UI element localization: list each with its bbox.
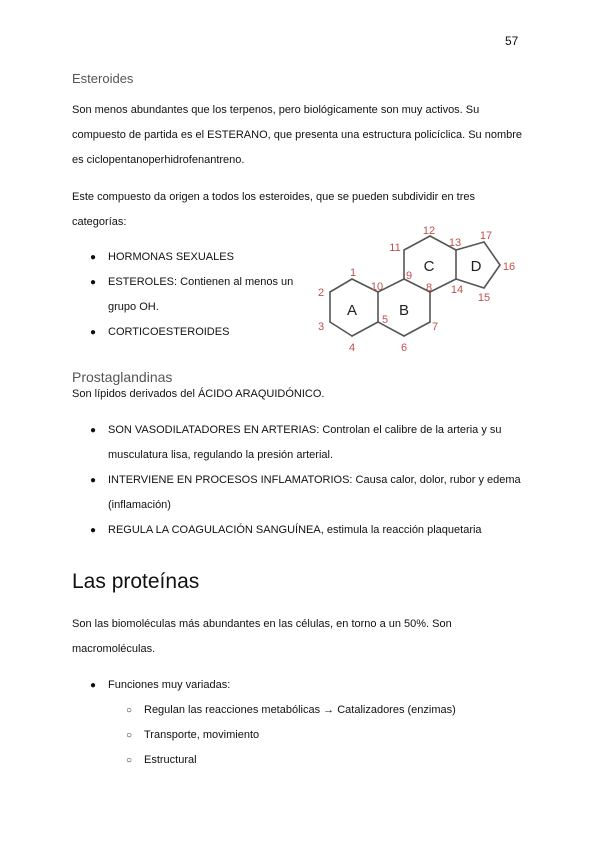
esteroides-list — [90, 245, 308, 345]
sterane-diagram — [310, 220, 525, 360]
esteroides-paragraph-1: Son menos abundantes que los terpenos, pero biológicamente son muy activos. Su compuesto de partida es el ESTERANO, que presenta una estructura policíclica. Su nombre es ciclopentanoperhidrofenantreno. — [72, 104, 523, 166]
hollow-bullet-icon: ○ — [126, 755, 133, 766]
atom-number-11: 11 — [389, 242, 401, 254]
prostaglandinas-heading: Prostaglandinas — [72, 369, 173, 385]
page-number: 57 — [505, 34, 519, 48]
proteinas-heading: Las proteínas — [72, 570, 200, 593]
proteinas-sub-list — [126, 698, 514, 773]
atom-number-6: 6 — [400, 342, 408, 354]
list-item: ● HORMONAS SEXUALES — [108, 245, 308, 270]
bond-line — [484, 242, 500, 265]
prostaglandinas-list — [90, 418, 528, 543]
atom-number-13: 13 — [448, 237, 462, 249]
esteroides-heading: Esteroides — [72, 71, 134, 86]
atom-number-9: 9 — [405, 270, 413, 282]
bullet-icon: ● — [90, 680, 97, 691]
atom-number-1: 1 — [349, 267, 357, 279]
proteinas-list — [90, 673, 508, 698]
list-item: ● REGULA LA COAGULACIÓN SANGUÍNEA, estimula la reacción plaquetaria — [108, 518, 528, 543]
atom-number-5: 5 — [381, 314, 389, 326]
atom-number-7: 7 — [431, 321, 439, 333]
atom-number-8: 8 — [425, 282, 433, 294]
ring-label-b: B — [398, 302, 410, 319]
bond-line — [484, 265, 500, 288]
atom-number-4: 4 — [348, 342, 356, 354]
atom-number-2: 2 — [317, 287, 325, 299]
bullet-icon: ● — [90, 252, 97, 263]
bond-line — [330, 322, 352, 336]
bond-line — [404, 322, 430, 336]
bullet-icon: ● — [90, 525, 97, 536]
atom-number-15: 15 — [477, 292, 491, 304]
bullet-icon: ● — [90, 277, 97, 288]
bond-line — [330, 279, 352, 292]
hollow-bullet-icon: ○ — [126, 705, 133, 716]
bond-line — [352, 322, 378, 336]
list-item: ○ Estructural — [144, 748, 514, 773]
list-item: ● Funciones muy variadas: — [108, 673, 508, 698]
list-item: ○ Transporte, movimiento — [144, 723, 514, 748]
proteinas-paragraph: Son las biomoléculas más abundantes en las células, en torno a un 50%. Son macromoléculas. — [72, 618, 452, 655]
ring-label-c: C — [423, 258, 435, 275]
list-item: ● INTERVIENE EN PROCESOS INFLAMATORIOS: Causa calor, dolor, rubor y edema (inflamación) — [108, 468, 528, 518]
list-item: ● SON VASODILATADORES EN ARTERIAS: Controlan el calibre de la arteria y su musculatura lisa, regulando la presión arterial. — [108, 418, 528, 468]
list-item: ● CORTICOESTEROIDES — [108, 320, 308, 345]
sterane-bonds — [330, 236, 500, 336]
atom-number-3: 3 — [317, 321, 325, 333]
ring-label-a: A — [346, 302, 358, 319]
prostaglandinas-intro: Son lípidos derivados del ÁCIDO ARAQUIDÓNICO. — [72, 388, 325, 400]
atom-number-14: 14 — [450, 284, 464, 296]
bond-line — [404, 236, 430, 250]
list-item: ○ Regulan las reacciones metabólicas → Catalizadores (enzimas) — [144, 698, 514, 723]
atom-number-10: 10 — [370, 281, 384, 293]
bullet-icon: ● — [90, 327, 97, 338]
esteroides-paragraph-2: Este compuesto da origen a todos los esteroides, que se pueden subdividir en tres categorías: — [72, 191, 475, 228]
atom-number-16: 16 — [502, 261, 516, 273]
bullet-icon: ● — [90, 425, 97, 436]
bullet-icon: ● — [90, 475, 97, 486]
atom-number-12: 12 — [422, 225, 436, 237]
hollow-bullet-icon: ○ — [126, 730, 133, 741]
ring-label-d: D — [470, 258, 482, 275]
atom-number-17: 17 — [479, 230, 493, 242]
list-item: ● ESTEROLES: Contienen al menos un grupo OH. — [108, 270, 308, 320]
